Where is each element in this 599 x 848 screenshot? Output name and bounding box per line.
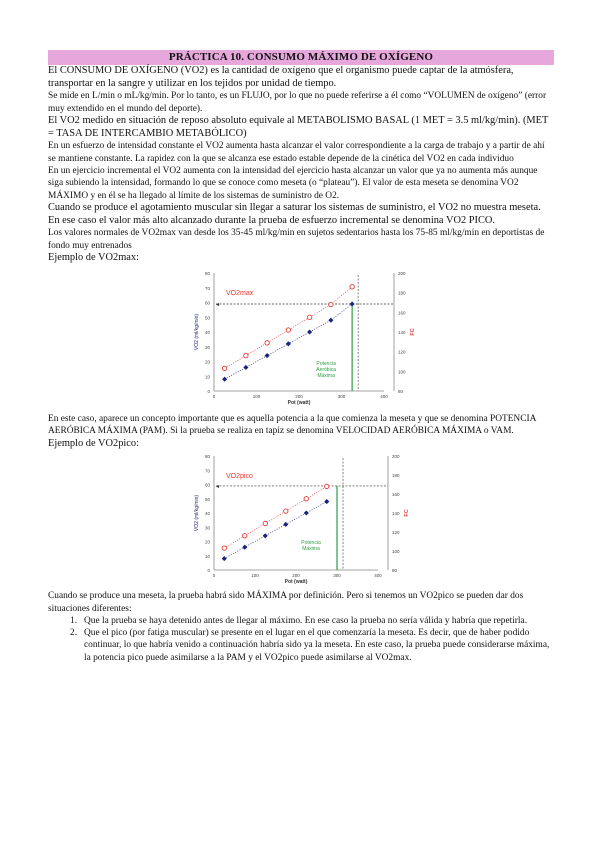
plateau-arrow: ◂ xyxy=(216,301,220,308)
data-point-VO2 xyxy=(243,365,248,370)
y-tick-label: 30 xyxy=(204,525,210,531)
data-point-FC xyxy=(222,366,226,370)
y-tick-label: 30 xyxy=(204,344,210,350)
x-tick-label: 100 xyxy=(251,573,259,579)
x-tick-label: 0 xyxy=(212,573,216,579)
y2-tick-label: 160 xyxy=(392,492,400,498)
y2-tick-label: 100 xyxy=(392,549,400,555)
data-point-FC xyxy=(286,328,290,332)
x-tick-label: 300 xyxy=(337,393,346,399)
y-axis-label: VO2 (ml/kg/min) xyxy=(194,313,200,350)
pam-annotation: Potencia xyxy=(301,540,321,547)
y2-tick-label: 80 xyxy=(398,388,404,394)
y-axis-label: VO2 (ml/kg/min) xyxy=(194,495,200,532)
list-item-number: 2. xyxy=(70,628,78,639)
list-item xyxy=(48,615,554,627)
data-point-VO2 xyxy=(265,353,270,358)
list-item xyxy=(48,627,554,664)
y-tick-label: 40 xyxy=(204,511,210,517)
x-tick-label: 400 xyxy=(380,393,388,399)
x-tick-label: 100 xyxy=(252,393,261,399)
data-point-VO2 xyxy=(283,522,288,527)
data-point-VO2 xyxy=(307,329,312,334)
y-tick-label: 20 xyxy=(204,539,210,545)
list-item-text: Que el pico (por fatiga muscular) se presente en el lugar en el que comenzaría la meseta. Es decir, que de haber podido continuar, lo que habría venido a continuación habría sido ya la meseta. En este caso, la prueba puede considerarse máxima, la potencia pico puede asimilarse a la PAM y el VO2pico puede asimilarse al VO2max. xyxy=(84,628,550,663)
paragraph-constant-effort: En un esfuerzo de intensidad constante el VO2 aumenta hasta alcanzar el valor correspondiente a la carga de trabajo y a partir de ahí se mantiene constante. La rapidez con la que se alcanza ese estado estable depende de la cinética del VO2 en cada individuo xyxy=(48,141,545,164)
x-tick-label: 200 xyxy=(292,573,300,579)
chart-vo2pico-svg xyxy=(48,450,554,590)
y2-tick-label: 200 xyxy=(392,454,400,460)
data-point-FC xyxy=(243,534,247,538)
x-tick-label: 400 xyxy=(374,573,382,579)
page-title: PRÁCTICA 10. CONSUMO MÁXIMO DE OXÍGENO xyxy=(48,50,554,65)
y-tick-label: 70 xyxy=(204,468,210,474)
paragraph-pam: En este caso, aparece un concepto importante que es aquella potencia a la que comienza la meseta y que se denomina POTENCIA AERÓBICA MÁXIMA (PAM). Si la prueba se realiza en tapiz se denomina VELOCIDAD AERÓBICA MÁXIMA o VAM. xyxy=(48,413,536,437)
data-point-VO2 xyxy=(242,545,247,550)
y-tick-label: 40 xyxy=(204,329,210,335)
y2-tick-label: 180 xyxy=(398,290,406,296)
paragraph-incremental: En un ejercicio incremental el VO2 aumenta con la intensidad del ejercicio hasta alcanzar un valor que ya no aumenta más aunque siga subiendo la intensidad, formando lo que se conoce como meseta (o “plateau”). El valor de esta meseta se denomina VO2 MÁXIMO y en él se ha llegado al límite de los sistemas de suministro de O2. xyxy=(48,166,538,201)
y2-tick-label: 100 xyxy=(398,369,406,375)
y-tick-label: 60 xyxy=(204,482,210,488)
paragraph-normal-values: Los valores normales de VO2max van desde los 35-45 ml/kg/min en sujetos sedentarios hasta los 75-85 ml/kg/min en deportistas de fondo muy entrenados xyxy=(48,228,545,251)
y2-tick-label: 120 xyxy=(398,349,406,355)
data-point-FC xyxy=(350,284,354,288)
data-point-FC xyxy=(325,484,329,488)
data-point-VO2 xyxy=(304,511,309,516)
x-tick-label: 200 xyxy=(295,393,303,399)
data-point-FC xyxy=(222,546,226,550)
list-item-number: 1. xyxy=(70,616,78,627)
x-tick-label: 0 xyxy=(212,393,216,399)
data-point-FC xyxy=(329,302,333,306)
pam-annotation: Aeróbica xyxy=(316,366,336,373)
x-axis-label: Pot (watt) xyxy=(284,579,308,586)
y-tick-label: 70 xyxy=(204,285,210,291)
pam-annotation: Potencia xyxy=(316,360,336,367)
y-tick-label: 0 xyxy=(207,388,210,394)
y2-tick-label: 200 xyxy=(398,270,406,276)
data-point-VO2 xyxy=(286,341,291,346)
y2-tick-label: 80 xyxy=(392,568,398,574)
situations-list xyxy=(48,615,554,664)
document-page xyxy=(48,50,554,664)
data-point-VO2 xyxy=(222,556,227,561)
data-point-FC xyxy=(244,353,248,357)
y-tick-label: 0 xyxy=(207,568,210,574)
data-point-FC xyxy=(307,315,311,319)
y-tick-label: 80 xyxy=(204,454,210,460)
paragraph-vo2-peak: Cuando se produce el agotamiento muscular sin llegar a saturar los sistemas de suministro, el VO2 no muestra meseta. En ese caso el valor más alto alcanzado durante la prueba de esfuerzo incremental se denomina VO2 PICO. xyxy=(48,202,541,226)
y-tick-label: 60 xyxy=(204,300,210,306)
y2-tick-label: 140 xyxy=(392,511,400,517)
y-tick-label: 80 xyxy=(204,270,210,276)
pam-annotation: Máxima xyxy=(317,372,335,379)
data-point-FC xyxy=(263,521,267,525)
paragraph-basal: El VO2 medido en situación de reposo absoluto equivale al METABOLISMO BASAL (1 MET = 3.5 ml/kg/min). (MET = TASA DE INTERCAMBIO METABÓLICO) xyxy=(48,115,549,139)
y2-tick-label: 120 xyxy=(392,530,400,536)
data-point-VO2 xyxy=(222,376,227,381)
data-point-VO2 xyxy=(263,533,268,538)
data-point-VO2 xyxy=(324,499,329,504)
x-axis-label: Pot (watt) xyxy=(287,399,311,406)
chart-vo2max xyxy=(48,265,554,413)
y-tick-label: 10 xyxy=(204,374,210,380)
example-vo2pico-label: Ejemplo de VO2pico: xyxy=(48,437,139,449)
paragraph-units: Se mide en L/min o mL/kg/min. Por lo tanto, es un FLUJO, por lo que no puede referirse a él como “VOLUMEN de oxígeno” (error muy extendido en el mundo del deporte). xyxy=(48,91,547,114)
y-tick-label: 20 xyxy=(204,359,210,365)
chart-vo2max-svg xyxy=(48,265,554,413)
y2-axis-label: FC xyxy=(404,509,410,517)
y2-tick-label: 180 xyxy=(392,473,400,479)
chart-vo2pico xyxy=(48,450,554,590)
series-line-FC xyxy=(224,487,327,549)
chart-label: VO2pico xyxy=(226,473,253,481)
data-point-VO2 xyxy=(328,317,333,322)
plateau-arrow: ◂ xyxy=(216,484,220,491)
example-vo2max-label: Ejemplo de VO2max: xyxy=(48,252,139,264)
data-point-FC xyxy=(304,497,308,501)
y-tick-label: 50 xyxy=(204,496,210,502)
paragraph-vo2-definition: El CONSUMO DE OXÍGENO (VO2) es la cantidad de oxígeno que el organismo puede captar de la atmósfera, transportar en la sangre y utilizar en los tejidos por unidad de tiempo. xyxy=(48,65,514,89)
y2-tick-label: 160 xyxy=(398,310,406,316)
data-point-FC xyxy=(265,340,269,344)
chart-label: VO2max xyxy=(226,289,254,297)
y-tick-label: 50 xyxy=(204,315,210,321)
x-tick-label: 300 xyxy=(333,573,341,579)
pam-annotation: Máxima xyxy=(302,546,320,553)
y2-tick-label: 140 xyxy=(398,329,406,335)
list-item-text: Que la prueba se haya detenido antes de llegar al máximo. En ese caso la prueba no sería válida y habría que repetirla. xyxy=(84,616,528,627)
paragraph-maximal-test: Cuando se produce una meseta, la prueba habrá sido MÁXIMA por definición. Pero si tenemos un VO2pico se pueden dar dos situaciones diferentes: xyxy=(48,591,524,614)
y-tick-label: 10 xyxy=(204,553,210,559)
y2-axis-label: FC xyxy=(410,328,416,336)
data-point-FC xyxy=(284,509,288,513)
